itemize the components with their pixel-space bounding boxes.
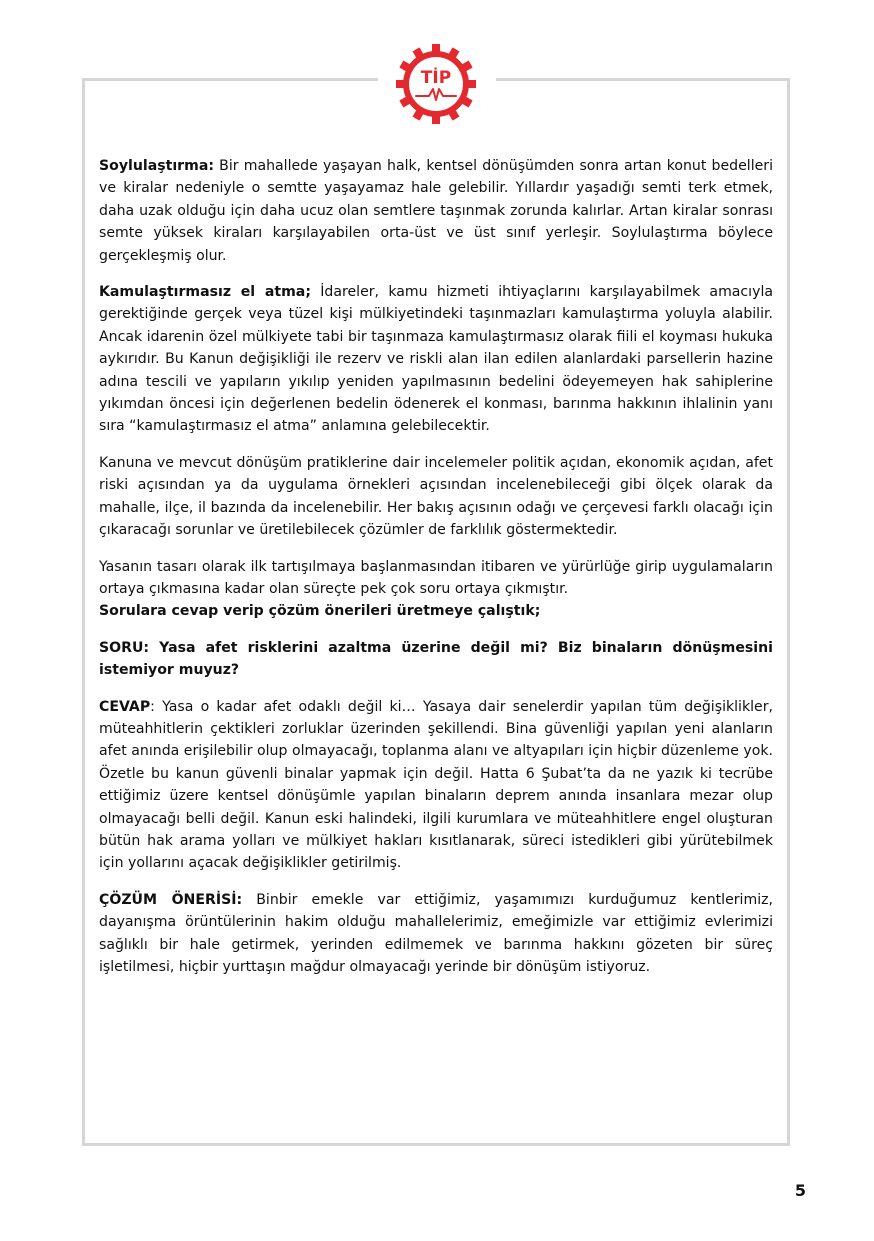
- paragraph-kamulastirmasiz: [99, 281, 773, 438]
- term-heading: Soylulaştırma:: [99, 158, 214, 174]
- paragraph-text: Kanuna ve mevcut dönüşüm pratiklerine dair incelemeler politik açıdan, ekonomik açıdan, afet riski açısından ya da uygulama örnekleri açısından incelenebileceği gibi ölçek olarak da mahalle, ilçe, il bazında da incelenebilir. Her bakış açısının odağı ve çerçevesi farklı olacağı için çıkaracağı sorunlar ve üretilebilecek çözümler de farklılık göstermektedir.: [99, 454, 773, 539]
- question-heading: [99, 637, 773, 682]
- paragraph-cozum-onerisi: [99, 889, 773, 979]
- paragraph-kanun-inceleme: [99, 452, 773, 542]
- paragraph-text: : Yasa o kadar afet odaklı değil ki… Yasaya dair senelerdir yapılan tüm değişiklikler, müteahhitlerin çektikleri zorluklar üzerinden şekillendi. Bina güvenliği yapılan yeni alanların afet anında erişilebilir olup olmayacağı, toplanma alanı ve altyapıları için hiçbir düzenleme yok. Özetle bu kanun güvenli binalar yapmak için değil. Hatta 6 Şubat’ta da ne yazık ki tecrübe ettiğimiz üzere kentsel dönüşümle yapılan binaların deprem anında insanlara mezar olup olmayacağı belli değil. Kanun eski halindeki, ilgili kurumlara ve müteahhitlere engel oluşturan bütün hak arama yolları ve mülkiyet hakları kısıtlanarak, süreci istedikleri gibi yürütebilmek için yollarını açacak değişiklikler getirilmiş.: [99, 698, 773, 872]
- answer-label: CEVAP: [99, 698, 151, 715]
- paragraph-cevap: [99, 696, 773, 875]
- page-number: 5: [794, 1181, 806, 1200]
- solution-label: ÇÖZÜM ÖNERİSİ:: [99, 891, 243, 908]
- paragraph-soylulastirma: [99, 155, 773, 267]
- paragraph-text: Bir mahallede yaşayan halk, kentsel dönüşümden sonra artan konut bedelleri ve kiralar nedeniyle o semtte yaşayamaz hale gelebilir. Yıllardır yaşadığı semti terk etmek, daha uzak olduğu için daha ucuz olan semtlere taşınmak zorunda kalırlar. Artan kiralar sonrası semte yüksek kiraları karşılayabilen orta-üst ve üst sınıf yerleşir. Soylulaştırma böylece gerçekleşmiş olur.: [99, 158, 773, 264]
- document-body: [99, 155, 773, 992]
- term-heading: Kamulaştırmasız el atma;: [99, 284, 311, 301]
- paragraph-text: Binbir emekle var ettiğimiz, yaşamımızı kurduğumuz kentlerimiz, dayanışma örüntülerinin hakim olduğu mahallelerimiz, emeğimizle var ettiğimiz evlerimizi sağlıklı bir hale getirmek, yerinden edilmemek ve barınma hakkını gözeten bir süreç işletilmesi, hiçbir yurttaşın mağdur olmayacağı yerinde bir dönüşüm istiyoruz.: [99, 891, 774, 975]
- tip-logo-icon: [396, 44, 476, 124]
- paragraph-text: İdareler, kamu hizmeti ihtiyaçlarını karşılayabilmek amacıyla gerektiğinde gerçek veya tüzel kişi mülkiyetindeki taşınmazları kamulaştırma yoluyla alabilir. Ancak idarenin özel mülkiyete tabi bir taşınmaza kamulaştırmasız olarak fiili el koyması hukuka aykırıdır. Bu Kanun değişikliği ile rezerv ve riskli alan ilan edilen alanlardaki parsellerin hazine adına tescili ve yapıların yıkılıp yeniden yapılmasının bedelini ödeyemeyen hak sahiplerine yıkımdan öncesi için değerlenen bedelin ödenerek el konması, barınma hakkının ihlalinin yanı sıra “kamulaştırmasız el atma” anlamına gelebilecektir.: [99, 284, 773, 435]
- svg-text:TİP: TİP: [420, 68, 452, 88]
- paragraph-text: Yasanın tasarı olarak ilk tartışılmaya başlanmasından itibaren ve yürürlüğe girip uygulamaların ortaya çıkmasına kadar olan süreçte pek çok soru ortaya çıkmıştır.: [99, 558, 773, 597]
- bold-statement: Sorulara cevap verip çözüm önerileri üretmeye çalıştık;: [99, 603, 541, 620]
- paragraph-yasa-surec: [99, 556, 773, 623]
- question-text: SORU: Yasa afet risklerini azaltma üzerine değil mi? Biz binaların dönüşmesini istemiyor muyuz?: [99, 639, 773, 679]
